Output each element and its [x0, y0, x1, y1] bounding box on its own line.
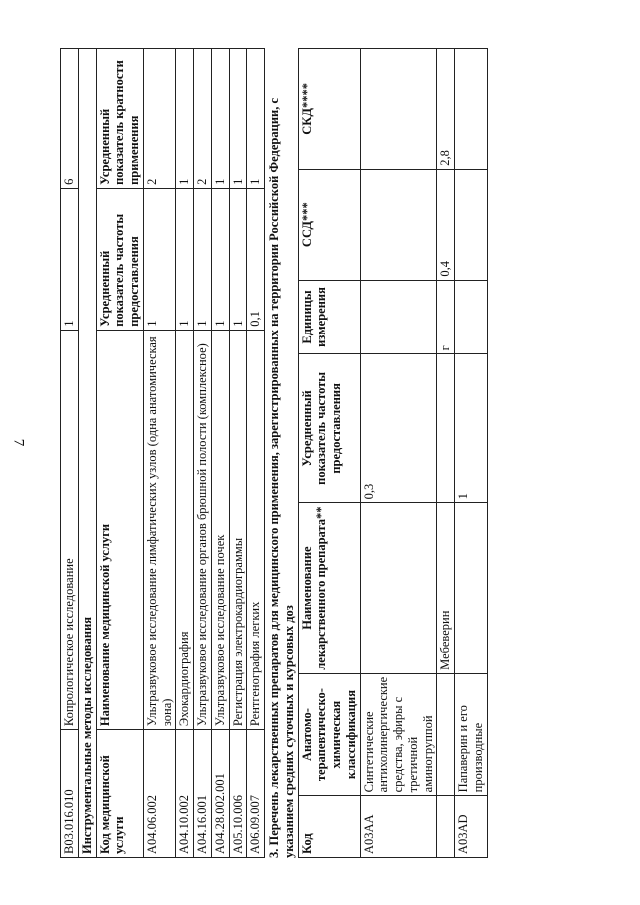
section-title: Инструментальные методы исследования: [78, 49, 96, 858]
table-row: [437, 49, 455, 858]
drug-freq: 0,3: [360, 354, 437, 503]
drug-name: [360, 503, 437, 673]
service-mult: 1: [211, 49, 229, 189]
header-unit: Единицы измерения: [298, 280, 360, 354]
service-mult: 6: [61, 49, 79, 189]
table-row: [176, 49, 194, 858]
drug-atc: Синтетические антихолинергические средства, эфиры с третичной аминогруппой: [360, 673, 437, 795]
table-row: [61, 49, 79, 858]
drug-ssd: [455, 169, 488, 280]
drug-skd: [360, 49, 437, 170]
drug-skd: 2,8: [437, 49, 455, 170]
header-atc: Анатомо-терапевтическо-химическая классификация: [298, 673, 360, 795]
service-name: Эхокардиография: [176, 330, 194, 729]
service-name: Ультразвуковое исследование лимфатических узлов (одна анатомическая зона): [143, 330, 176, 729]
service-freq: 1: [61, 188, 79, 330]
service-name: Регистрация электрокардиограммы: [229, 330, 247, 729]
service-mult: 2: [143, 49, 176, 189]
drug-code: A03AD: [455, 796, 488, 858]
service-code: B03.016.010: [61, 730, 79, 858]
drug-name: [455, 503, 488, 673]
drug-unit: [455, 280, 488, 354]
header-code: Код: [298, 796, 360, 858]
service-code: A04.16.001: [194, 730, 212, 858]
header-mult: Усредненный показатель кратности применения: [96, 49, 143, 189]
drug-unit: [360, 280, 437, 354]
drug-name: Мебеверин: [437, 503, 455, 673]
header-freq: Усредненный показатель частоты предоставления: [96, 188, 143, 330]
service-freq: 0,1: [247, 188, 265, 330]
section-3-title: 3. Перечень лекарственных препаратов для медицинского применения, зарегистрированных на территории Российской Федерации, с указанием средних суточных и курсовых доз: [267, 97, 296, 858]
drug-freq: [437, 354, 455, 503]
table-row: [360, 49, 437, 858]
drug-unit: г: [437, 280, 455, 354]
document-sheet: [60, 48, 550, 858]
table-row: [247, 49, 265, 858]
service-code: A04.10.002: [176, 730, 194, 858]
service-mult: 1: [229, 49, 247, 189]
header-code: Код медицинской услуги: [96, 730, 143, 858]
service-name: Ультразвуковое исследование почек: [211, 330, 229, 729]
drug-atc: Папаверин и его производные: [455, 673, 488, 795]
service-code: A05.10.006: [229, 730, 247, 858]
drug-code: A03AA: [360, 796, 437, 858]
header-drug: Наименование лекарственного препарата**: [298, 503, 360, 673]
service-mult: 1: [176, 49, 194, 189]
drug-atc: [437, 673, 455, 795]
service-mult: 2: [194, 49, 212, 189]
service-code: A04.06.002: [143, 730, 176, 858]
service-freq: 1: [211, 188, 229, 330]
service-code: A06.09.007: [247, 730, 265, 858]
page-number: 7: [10, 438, 27, 447]
header-ssd: ССД***: [298, 169, 360, 280]
service-code: A04.28.002.001: [211, 730, 229, 858]
drug-ssd: [360, 169, 437, 280]
services-table: [60, 48, 265, 858]
drug-freq: 1: [455, 354, 488, 503]
service-name: Рентгенография легких: [247, 330, 265, 729]
table-row: [194, 49, 212, 858]
table-row: [229, 49, 247, 858]
table-row: [143, 49, 176, 858]
drugs-table: [298, 48, 488, 858]
header-name: Наименование медицинской услуги: [96, 330, 143, 729]
service-freq: 1: [194, 188, 212, 330]
drug-code: [437, 796, 455, 858]
header-freq: Усредненный показатель частоты предоставления: [298, 354, 360, 503]
drug-ssd: 0,4: [437, 169, 455, 280]
service-mult: 1: [247, 49, 265, 189]
table-row: [211, 49, 229, 858]
table-row: [455, 49, 488, 858]
service-name: Копрологическое исследование: [61, 330, 79, 729]
table-header-row: [298, 49, 360, 858]
service-freq: 1: [143, 188, 176, 330]
table-header-row: [96, 49, 143, 858]
header-skd: СКД****: [298, 49, 360, 170]
section-row: [78, 49, 96, 858]
drug-skd: [455, 49, 488, 170]
service-name: Ультразвуковое исследование органов брюшной полости (комплексное): [194, 330, 212, 729]
service-freq: 1: [229, 188, 247, 330]
service-freq: 1: [176, 188, 194, 330]
